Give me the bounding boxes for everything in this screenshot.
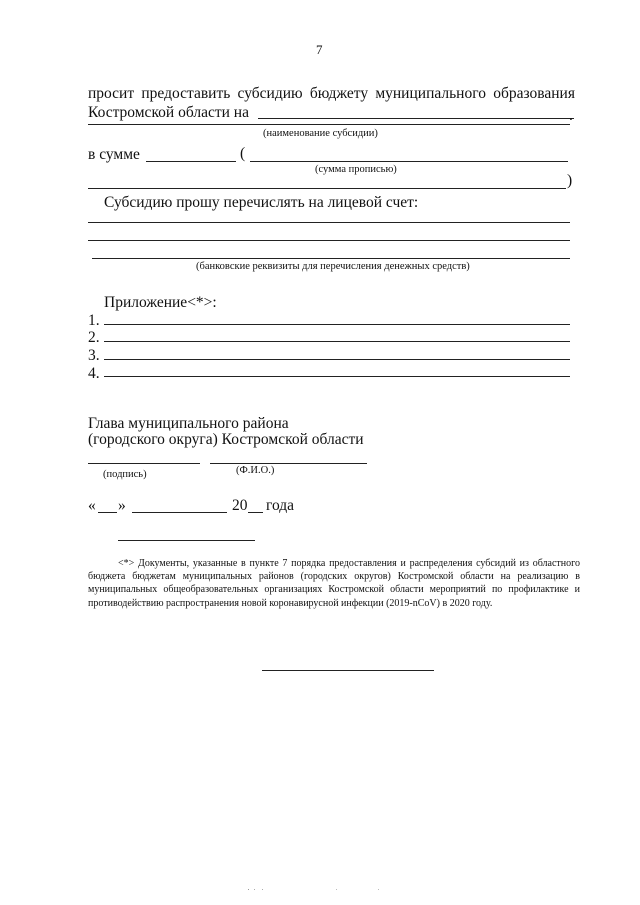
bank-details-field-2[interactable] (88, 240, 570, 241)
subsidy-name-caption: (наименование субсидии) (263, 128, 378, 139)
request-word: образования (493, 85, 575, 102)
day-field[interactable] (98, 512, 117, 513)
bank-details-field-1[interactable] (88, 222, 570, 223)
subsidy-name-field-2[interactable] (88, 124, 570, 125)
signer-title-line-2: (городского округа) Костромской области (88, 431, 364, 448)
appendix-item-field[interactable] (104, 324, 570, 325)
amount-words-caption: (сумма прописью) (315, 164, 397, 175)
appendix-item-number: 1. (88, 312, 100, 329)
amount-words-field[interactable] (250, 161, 568, 162)
bank-details-field-3[interactable] (92, 258, 570, 259)
subsidy-name-field[interactable] (258, 118, 574, 119)
signer-title-line-1: Глава муниципального района (88, 415, 289, 432)
amount-label: в сумме (88, 146, 140, 163)
request-word: субсидию (237, 85, 303, 102)
appendix-item-field[interactable] (104, 341, 570, 342)
appendix-item-field[interactable] (104, 376, 570, 377)
footnote-text: <*> Документы, указанные в пункте 7 порядка предоставления и распределения субсидий из областного бюджета бюджетам муниципальных районов (городских округов) Костромской области на реализацию в муниципальных общеобразовательных организациях Костромской области мероприятий по профилактике и противодействию распространения новой коронавирусной инфекции (2019-nCoV) в 2020 году. (88, 558, 580, 609)
date-quote-open: « (88, 497, 96, 514)
month-field[interactable] (132, 512, 227, 513)
appendix-item-number: 3. (88, 347, 100, 364)
request-line-2: Костромской области на (88, 104, 249, 121)
appendix-item-number: 2. (88, 329, 100, 346)
date-quote-close: » (118, 497, 126, 514)
request-paragraph (88, 84, 575, 122)
page-number: 7 (316, 42, 323, 57)
full-name-caption: (Ф.И.О.) (236, 465, 275, 476)
amount-number-field[interactable] (146, 161, 236, 162)
scan-artifact (248, 888, 398, 891)
paren-close: ) (567, 172, 573, 189)
transfer-text: Субсидию прошу перечислять на лицевой счет: (104, 194, 419, 211)
signature-field[interactable] (88, 463, 200, 464)
year-suffix: года (266, 497, 295, 514)
amount-words-field-2[interactable] (88, 188, 566, 189)
request-word: просит (88, 85, 135, 102)
request-line-1 (88, 84, 575, 103)
year-field[interactable] (248, 512, 263, 513)
full-name-field[interactable] (210, 463, 367, 464)
appendix-title: Приложение<*>: (104, 294, 217, 311)
appendix-item-field[interactable] (104, 359, 570, 360)
request-word: предоставить (141, 85, 231, 102)
end-of-document-rule (262, 670, 434, 671)
bank-details-caption: (банковские реквизиты для перечисления денежных средств) (196, 261, 470, 272)
request-word: муниципального (375, 85, 486, 102)
year-prefix: 20 (232, 497, 248, 514)
appendix-item-number: 4. (88, 365, 100, 382)
paren-open: ( (240, 145, 246, 162)
footnote-separator (118, 540, 255, 541)
signature-caption: (подпись) (103, 469, 147, 480)
line-end-period: . (569, 107, 573, 124)
request-word: бюджету (309, 85, 369, 102)
